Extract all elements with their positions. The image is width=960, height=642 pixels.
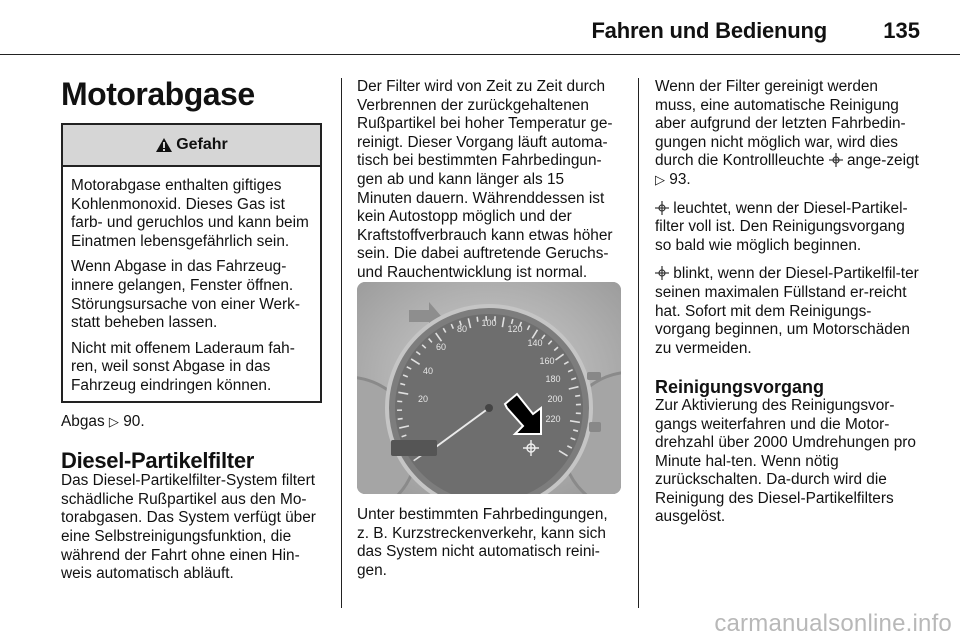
danger-header	[63, 125, 320, 167]
gauge-tick-label: 180	[545, 374, 561, 384]
gauge-tick-label: 20	[417, 394, 429, 404]
column-divider-2	[638, 78, 639, 608]
danger-paragraph: Wenn Abgase in das Fahrzeug-innere gelangen, Fenster öffnen. Störungsursache von einer Werk-statt beheben lassen.	[71, 258, 300, 332]
middle-column-lower	[357, 506, 623, 590]
filter-paragraph: Der Filter wird von Zeit zu Zeit durch Verbrennen der zurückgehaltenen Rußpartikel bei hoher Temperatur ge-reinigt. Dieser Vorgang läuft automa-tisch bei bestimmten Fahrbedingun-gen ab und kann länger als 15 Minuten dauern. Währenddessen ist kein Autostopp möglich und der Kraftstoffverbrauch kann etwas höher sein. Die dabei auftretende Geruchs- und Rauchentwicklung ist normal.	[357, 78, 613, 281]
conditions-paragraph: Unter bestimmten Fahrbedingungen, z. B. Kurzstreckenverkehr, kann sich das System nicht automatisch reini-gen.	[357, 506, 608, 579]
gauge-tick-label: 120	[507, 324, 523, 334]
gauge-tick-label: 200	[547, 394, 563, 404]
page-title: Motorabgase	[61, 76, 255, 112]
left-column-lower	[61, 413, 326, 594]
middle-column	[357, 78, 623, 293]
header-rule	[0, 54, 960, 55]
danger-box	[61, 123, 322, 403]
gauge-tick-label: 40	[422, 366, 434, 376]
instrument-cluster-figure	[357, 282, 621, 494]
warning-triangle-icon	[155, 137, 173, 153]
gauge-tick-label: 220	[545, 414, 561, 424]
flashing-text: blinkt, wenn der Diesel-Partikelfil-ter seinen maximalen Füllstand er-reicht hat. Sofort mit dem Reinigungs-vorgang beginnen, um Motorschäden zu vermeiden.	[655, 265, 919, 357]
subsection-title-reinigungsvorgang: Reinigungsvorgang	[655, 377, 825, 398]
warning-light-text: Wenn der Filter gereinigt werden muss, eine automatische Reinigung aber aufgrund der letzten Fahrbedin-gungen nicht möglich war, wird dies durch die Kontrollleuchte	[655, 78, 906, 170]
abgas-page-link[interactable]: 90.	[123, 413, 145, 430]
dpf-warning-icon	[655, 266, 669, 280]
dpf-warning-icon	[655, 201, 669, 215]
watermark: carmanualsonline.info	[714, 610, 952, 637]
abgas-text: Abgas	[61, 413, 105, 430]
gauge-tick-label: 100	[481, 318, 497, 328]
warning-light-text-cont: ange-zeigt	[846, 152, 919, 170]
page-ref-arrow-icon: ▷	[108, 414, 119, 429]
gauge-tick-mark	[575, 396, 580, 397]
page-ref-link[interactable]: 93.	[669, 170, 691, 188]
column-divider-1	[341, 78, 342, 608]
header-title: Fahren und Bedienung	[591, 18, 827, 43]
abgas-reference	[61, 413, 326, 432]
danger-label: Gefahr	[176, 136, 228, 153]
danger-paragraph: Nicht mit offenem Laderaum fah-ren, weil sonst Abgase in das Fahrzeug eindringen können.	[71, 339, 295, 394]
gauge-tick-label: 60	[435, 342, 447, 352]
dpf-warning-icon	[829, 153, 843, 167]
gauge-tick-mark	[477, 317, 478, 322]
page-number: 135	[883, 18, 920, 43]
gauge-tick-label: 140	[527, 338, 543, 348]
flashing-paragraph	[655, 265, 923, 358]
lights-on-text: leuchtet, wenn der Diesel-Partikel-filter voll ist. Den Reinigungsvorgang so bald wie möglich beginnen.	[655, 199, 908, 254]
gauge-tick-label: 80	[456, 324, 468, 334]
danger-paragraph: Motorabgase enthalten giftiges Kohlenmonoxid. Dieses Gas ist farb- und geruchlos und kann beim Einatmen lebensgefährlich sein.	[71, 177, 309, 250]
right-column	[655, 78, 923, 537]
gauge-tick-mark	[398, 419, 403, 420]
lights-on-paragraph	[655, 200, 923, 256]
warning-light-paragraph	[655, 78, 923, 190]
danger-body	[63, 167, 320, 396]
section-title-diesel-partikelfilter: Diesel-Partikelfilter	[61, 447, 255, 473]
section-text: Das Diesel-Partikelfilter-System filtert schädliche Rußpartikel aus den Mo-torabgasen. Das System verfügt über eine Selbstreinigungsfunktion, die während der Fahrt ohne einen Hin-weis automatisch abläuft.	[61, 472, 316, 583]
speedometer-illustration	[357, 282, 621, 494]
gauge-tick-label: 160	[539, 356, 555, 366]
page-ref-arrow-icon: ▷	[655, 171, 665, 187]
cleaning-paragraph: Zur Aktivierung des Reinigungsvor-gangs weiterfahren und die Motor-drehzahl über 2000 Umdrehungen pro Minute hal-ten. Wenn nötig zurückschalten. Da-durch wird die Reinigung des Diesel-Partikelfilters ausgelöst.	[655, 396, 916, 526]
